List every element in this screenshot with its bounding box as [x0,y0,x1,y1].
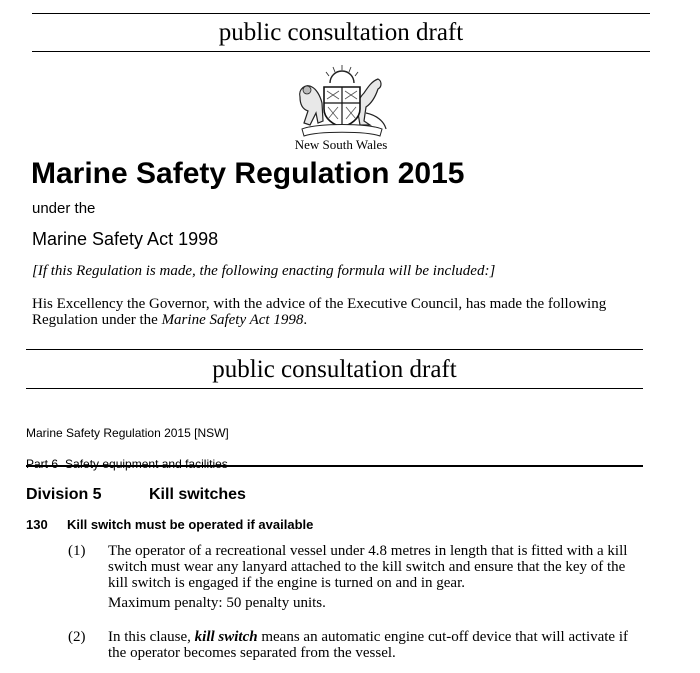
parent-act-name: Marine Safety Act 1998 [32,229,219,249]
running-header-rule [26,465,643,467]
subclause-2-text [108,629,648,661]
enacting-formula [32,296,654,328]
jurisdiction-name: New South Wales [294,137,388,152]
middle-banner-text: public consultation draft [212,356,457,383]
section-heading: Kill switch must be operated if available [67,517,314,532]
part-label: Part 6 [26,457,59,471]
nsw-coat-of-arms-icon [292,63,392,137]
section-number: 130 [26,517,48,532]
top-banner-text: public consultation draft [218,19,464,46]
subclause-2-prefix: In this clause, [108,629,195,645]
under-the-label: under the [32,200,96,217]
enacting-formula-act: Marine Safety Act 1998 [161,312,304,328]
top-banner-rule-lower [32,51,650,52]
division-title: Kill switches [149,486,246,503]
middle-banner-rule-lower [26,388,643,389]
running-header-title: Marine Safety Regulation 2015 [NSW] [26,426,229,440]
subclause-1-penalty: Maximum penalty: 50 penalty units. [108,595,326,611]
part-title: Safety equipment and facilities [65,457,228,471]
running-header-part [26,442,228,472]
enacting-formula-text: His Excellency the Governor, with the advice of the Executive Council, has made the following Regulation under the [32,296,607,328]
enacting-formula-note: [If this Regulation is made, the following enacting formula will be included:] [32,263,496,279]
subclause-1-text: The operator of a recreational vessel under 4.8 metres in length that is fitted with a kill switch must wear any lanyard attached to the kill switch and ensure that the key of the kill switch is engaged if the engine is turned on and in gear. [108,543,628,591]
subclause-2-definition: means an automatic engine cut-off device that will activate if the operator becomes separated from the vessel. [108,629,629,661]
subclause-1-number: (1) [68,543,86,559]
division-label: Division 5 [26,486,102,503]
middle-banner-rule-upper [26,349,643,350]
defined-term-kill-switch: kill switch [194,629,258,645]
top-banner-rule-upper [32,13,650,14]
enacting-formula-end: . [303,312,308,328]
subclause-2-number: (2) [68,629,86,645]
regulation-title: Marine Safety Regulation 2015 [31,157,465,190]
